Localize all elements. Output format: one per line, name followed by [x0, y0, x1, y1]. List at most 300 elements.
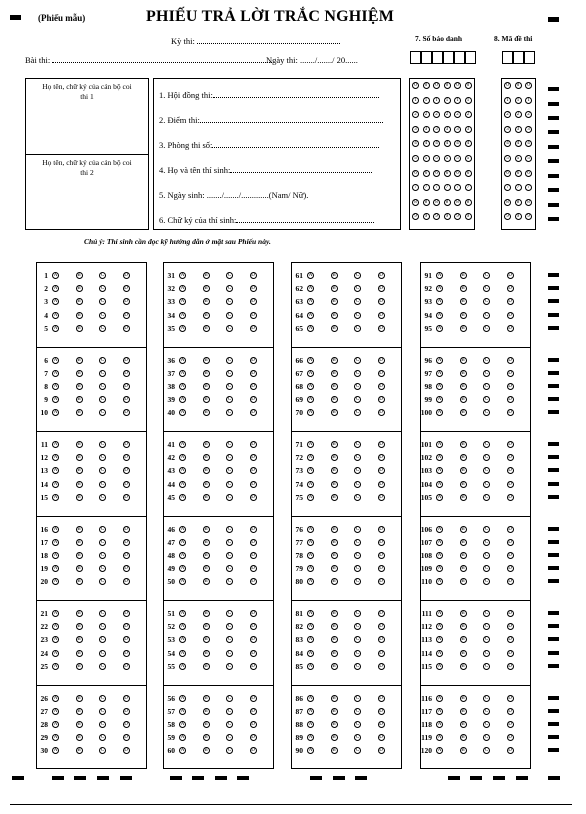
- exam-session-field[interactable]: [197, 36, 340, 44]
- answer-bubble[interactable]: B: [461, 383, 465, 389]
- answer-bubble[interactable]: D: [508, 397, 512, 403]
- answer-bubble[interactable]: D: [508, 299, 512, 305]
- answer-bubble[interactable]: C: [100, 383, 105, 389]
- answer-bubble[interactable]: C: [355, 481, 360, 487]
- digit-bubble[interactable]: 7: [412, 184, 419, 191]
- digit-bubble[interactable]: 1: [454, 97, 461, 104]
- answer-bubble[interactable]: B: [461, 650, 465, 656]
- digit-bubble[interactable]: 3: [444, 126, 451, 133]
- answer-bubble[interactable]: A: [53, 624, 58, 630]
- answer-bubble[interactable]: B: [204, 526, 208, 532]
- answer-bubble[interactable]: C: [484, 312, 489, 318]
- answer-bubble[interactable]: A: [437, 410, 442, 416]
- answer-bubble[interactable]: A: [53, 748, 58, 754]
- digit-bubble[interactable]: 4: [465, 140, 472, 147]
- answer-bubble[interactable]: A: [437, 695, 442, 701]
- answer-bubble[interactable]: A: [308, 312, 313, 318]
- answer-bubble[interactable]: D: [379, 539, 383, 545]
- answer-bubble[interactable]: A: [53, 637, 58, 643]
- answer-bubble[interactable]: B: [204, 748, 208, 754]
- digit-bubble[interactable]: 1: [444, 97, 451, 104]
- answer-bubble[interactable]: B: [461, 526, 465, 532]
- exam-date[interactable]: Ngày thi: ......./......./ 20......: [266, 55, 358, 65]
- answer-bubble[interactable]: A: [53, 735, 58, 741]
- answer-bubble[interactable]: A: [437, 526, 442, 532]
- answer-bubble[interactable]: A: [437, 624, 442, 630]
- answer-bubble[interactable]: A: [53, 708, 58, 714]
- answer-bubble[interactable]: C: [484, 370, 489, 376]
- answer-bubble[interactable]: C: [100, 566, 105, 572]
- answer-bubble[interactable]: A: [180, 494, 185, 500]
- answer-bubble[interactable]: B: [77, 455, 81, 461]
- answer-bubble[interactable]: D: [508, 410, 512, 416]
- digit-bubble[interactable]: 5: [465, 155, 472, 162]
- answer-bubble[interactable]: A: [180, 579, 185, 585]
- answer-bubble[interactable]: C: [355, 624, 360, 630]
- answer-bubble[interactable]: C: [227, 410, 232, 416]
- answer-bubble[interactable]: C: [227, 494, 232, 500]
- answer-bubble[interactable]: A: [53, 526, 58, 532]
- answer-bubble[interactable]: A: [308, 455, 313, 461]
- answer-bubble[interactable]: D: [508, 481, 512, 487]
- answer-bubble[interactable]: C: [100, 708, 105, 714]
- answer-bubble[interactable]: A: [53, 611, 58, 616]
- answer-bubble[interactable]: D: [508, 442, 512, 447]
- answer-bubble[interactable]: D: [379, 735, 383, 741]
- digit-bubble[interactable]: 5: [444, 155, 451, 162]
- answer-bubble[interactable]: C: [355, 611, 360, 616]
- answer-bubble[interactable]: A: [308, 552, 313, 558]
- answer-bubble[interactable]: D: [379, 370, 383, 376]
- info-field-input[interactable]: [230, 165, 372, 173]
- digit-bubble[interactable]: 3: [465, 126, 472, 133]
- answer-bubble[interactable]: D: [508, 383, 512, 389]
- answer-bubble[interactable]: B: [204, 357, 208, 363]
- answer-bubble[interactable]: C: [484, 468, 489, 474]
- digit-bubble[interactable]: 4: [504, 140, 511, 147]
- answer-bubble[interactable]: D: [379, 663, 383, 669]
- answer-bubble[interactable]: B: [332, 357, 336, 363]
- answer-bubble[interactable]: B: [204, 325, 208, 331]
- answer-bubble[interactable]: A: [180, 552, 185, 558]
- answer-bubble[interactable]: A: [180, 539, 185, 545]
- answer-bubble[interactable]: D: [379, 552, 383, 558]
- answer-bubble[interactable]: D: [251, 748, 255, 754]
- answer-bubble[interactable]: C: [484, 579, 489, 585]
- digit-bubble[interactable]: 6: [454, 170, 461, 177]
- answer-bubble[interactable]: B: [204, 370, 208, 376]
- answer-bubble[interactable]: D: [379, 286, 383, 292]
- answer-bubble[interactable]: A: [180, 481, 185, 487]
- answer-bubble[interactable]: A: [53, 370, 58, 376]
- answer-bubble[interactable]: A: [308, 383, 313, 389]
- answer-bubble[interactable]: B: [461, 566, 465, 572]
- answer-bubble[interactable]: D: [124, 312, 128, 318]
- answer-bubble[interactable]: A: [308, 299, 313, 305]
- answer-bubble[interactable]: C: [355, 325, 360, 331]
- answer-bubble[interactable]: B: [77, 299, 81, 305]
- digit-bubble[interactable]: 1: [525, 97, 532, 104]
- answer-bubble[interactable]: C: [355, 695, 360, 701]
- answer-bubble[interactable]: D: [379, 721, 383, 727]
- answer-bubble[interactable]: D: [251, 397, 255, 403]
- answer-bubble[interactable]: C: [227, 611, 232, 616]
- answer-bubble[interactable]: D: [124, 397, 128, 403]
- answer-bubble[interactable]: A: [53, 481, 58, 487]
- answer-bubble[interactable]: A: [437, 748, 442, 754]
- info-field-input[interactable]: [212, 140, 378, 148]
- answer-bubble[interactable]: D: [251, 539, 255, 545]
- answer-bubble[interactable]: C: [100, 539, 105, 545]
- answer-bubble[interactable]: D: [379, 442, 383, 447]
- answer-bubble[interactable]: A: [308, 357, 313, 363]
- answer-bubble[interactable]: B: [332, 481, 336, 487]
- answer-bubble[interactable]: D: [508, 494, 512, 500]
- digit-bubble[interactable]: 3: [525, 126, 532, 133]
- digit-bubble[interactable]: 7: [525, 184, 532, 191]
- answer-bubble[interactable]: A: [437, 455, 442, 461]
- answer-bubble[interactable]: C: [355, 397, 360, 403]
- answer-bubble[interactable]: D: [251, 579, 255, 585]
- answer-bubble[interactable]: D: [508, 708, 512, 714]
- answer-bubble[interactable]: D: [251, 312, 255, 318]
- answer-bubble[interactable]: B: [77, 312, 81, 318]
- answer-bubble[interactable]: D: [124, 468, 128, 474]
- answer-bubble[interactable]: B: [461, 325, 465, 331]
- answer-bubble[interactable]: B: [332, 552, 336, 558]
- answer-bubble[interactable]: B: [204, 286, 208, 292]
- answer-bubble[interactable]: B: [77, 721, 81, 727]
- answer-bubble[interactable]: A: [308, 611, 313, 616]
- answer-bubble[interactable]: C: [484, 539, 489, 545]
- answer-bubble[interactable]: D: [124, 370, 128, 376]
- answer-bubble[interactable]: A: [53, 410, 58, 416]
- digit-cell[interactable]: [432, 51, 443, 64]
- answer-bubble[interactable]: B: [204, 624, 208, 630]
- digit-bubble[interactable]: 0: [412, 82, 419, 89]
- answer-bubble[interactable]: C: [227, 650, 232, 656]
- answer-bubble[interactable]: D: [124, 539, 128, 545]
- digit-bubble[interactable]: 6: [423, 170, 430, 177]
- answer-bubble[interactable]: D: [251, 721, 255, 727]
- answer-bubble[interactable]: B: [77, 611, 81, 616]
- answer-bubble[interactable]: A: [308, 481, 313, 487]
- answer-bubble[interactable]: B: [332, 494, 336, 500]
- digit-cell[interactable]: [502, 51, 513, 64]
- answer-bubble[interactable]: C: [100, 299, 105, 305]
- answer-bubble[interactable]: D: [124, 481, 128, 487]
- digit-cell[interactable]: [454, 51, 465, 64]
- answer-bubble[interactable]: A: [308, 370, 313, 376]
- answer-bubble[interactable]: D: [124, 299, 128, 305]
- digit-bubble[interactable]: 5: [412, 155, 419, 162]
- answer-bubble[interactable]: B: [77, 397, 81, 403]
- answer-bubble[interactable]: C: [227, 370, 232, 376]
- answer-bubble[interactable]: D: [379, 383, 383, 389]
- answer-bubble[interactable]: D: [251, 273, 255, 278]
- answer-bubble[interactable]: D: [379, 468, 383, 474]
- answer-bubble[interactable]: D: [124, 624, 128, 630]
- answer-bubble[interactable]: B: [461, 468, 465, 474]
- answer-bubble[interactable]: A: [437, 735, 442, 741]
- answer-bubble[interactable]: B: [77, 273, 81, 278]
- answer-bubble[interactable]: C: [227, 325, 232, 331]
- answer-bubble[interactable]: C: [484, 325, 489, 331]
- answer-bubble[interactable]: D: [251, 468, 255, 474]
- answer-bubble[interactable]: A: [180, 735, 185, 741]
- answer-bubble[interactable]: B: [461, 579, 465, 585]
- answer-bubble[interactable]: C: [100, 286, 105, 292]
- answer-bubble[interactable]: D: [251, 624, 255, 630]
- answer-bubble[interactable]: D: [251, 357, 255, 363]
- answer-bubble[interactable]: C: [355, 637, 360, 643]
- answer-bubble[interactable]: D: [251, 735, 255, 741]
- answer-bubble[interactable]: B: [332, 637, 336, 643]
- answer-bubble[interactable]: B: [332, 708, 336, 714]
- digit-bubble[interactable]: 8: [465, 199, 472, 206]
- answer-bubble[interactable]: A: [180, 442, 185, 447]
- digit-bubble[interactable]: 8: [444, 199, 451, 206]
- answer-bubble[interactable]: D: [379, 566, 383, 572]
- answer-bubble[interactable]: A: [437, 312, 442, 318]
- answer-bubble[interactable]: D: [124, 552, 128, 558]
- answer-bubble[interactable]: D: [379, 325, 383, 331]
- answer-bubble[interactable]: D: [379, 637, 383, 643]
- answer-bubble[interactable]: C: [484, 273, 489, 278]
- answer-bubble[interactable]: A: [180, 663, 185, 669]
- answer-bubble[interactable]: A: [437, 442, 442, 447]
- answer-bubble[interactable]: A: [308, 566, 313, 572]
- answer-bubble[interactable]: D: [379, 708, 383, 714]
- answer-bubble[interactable]: C: [227, 637, 232, 643]
- answer-bubble[interactable]: B: [461, 748, 465, 754]
- answer-bubble[interactable]: A: [308, 695, 313, 701]
- subject-field[interactable]: [52, 55, 272, 63]
- answer-bubble[interactable]: B: [332, 312, 336, 318]
- answer-bubble[interactable]: C: [227, 539, 232, 545]
- answer-bubble[interactable]: A: [437, 397, 442, 403]
- answer-bubble[interactable]: D: [379, 526, 383, 532]
- digit-cell[interactable]: [524, 51, 535, 64]
- answer-bubble[interactable]: B: [204, 273, 208, 278]
- answer-bubble[interactable]: A: [437, 370, 442, 376]
- digit-bubble[interactable]: 6: [412, 170, 419, 177]
- answer-bubble[interactable]: C: [227, 455, 232, 461]
- digit-bubble[interactable]: 4: [423, 140, 430, 147]
- answer-bubble[interactable]: C: [484, 494, 489, 500]
- answer-bubble[interactable]: A: [180, 650, 185, 656]
- answer-bubble[interactable]: D: [124, 663, 128, 669]
- answer-bubble[interactable]: B: [461, 695, 465, 701]
- answer-bubble[interactable]: C: [100, 481, 105, 487]
- answer-bubble[interactable]: A: [53, 299, 58, 305]
- digit-bubble[interactable]: 7: [515, 184, 522, 191]
- answer-bubble[interactable]: C: [227, 695, 232, 701]
- answer-bubble[interactable]: B: [77, 325, 81, 331]
- answer-bubble[interactable]: C: [484, 566, 489, 572]
- answer-bubble[interactable]: D: [379, 748, 383, 754]
- answer-bubble[interactable]: C: [484, 481, 489, 487]
- answer-bubble[interactable]: D: [251, 695, 255, 701]
- answer-bubble[interactable]: A: [53, 312, 58, 318]
- answer-bubble[interactable]: A: [180, 695, 185, 701]
- digit-bubble[interactable]: 2: [454, 111, 461, 118]
- answer-bubble[interactable]: C: [355, 552, 360, 558]
- answer-bubble[interactable]: A: [180, 312, 185, 318]
- answer-bubble[interactable]: B: [204, 611, 208, 616]
- digit-bubble[interactable]: 6: [515, 170, 522, 177]
- digit-bubble[interactable]: 7: [444, 184, 451, 191]
- answer-bubble[interactable]: C: [484, 637, 489, 643]
- answer-bubble[interactable]: D: [124, 748, 128, 754]
- answer-bubble[interactable]: C: [484, 442, 489, 447]
- answer-bubble[interactable]: D: [508, 312, 512, 318]
- answer-bubble[interactable]: D: [379, 273, 383, 278]
- answer-bubble[interactable]: B: [461, 552, 465, 558]
- answer-bubble[interactable]: A: [180, 468, 185, 474]
- answer-bubble[interactable]: D: [124, 383, 128, 389]
- answer-bubble[interactable]: C: [355, 494, 360, 500]
- answer-bubble[interactable]: B: [77, 748, 81, 754]
- answer-bubble[interactable]: C: [484, 410, 489, 416]
- answer-bubble[interactable]: D: [124, 611, 128, 616]
- digit-bubble[interactable]: 1: [465, 97, 472, 104]
- answer-bubble[interactable]: C: [227, 383, 232, 389]
- answer-bubble[interactable]: C: [355, 312, 360, 318]
- digit-bubble[interactable]: 1: [433, 97, 440, 104]
- answer-bubble[interactable]: C: [100, 721, 105, 727]
- digit-bubble[interactable]: 1: [515, 97, 522, 104]
- answer-bubble[interactable]: D: [508, 748, 512, 754]
- answer-bubble[interactable]: B: [332, 410, 336, 416]
- answer-bubble[interactable]: B: [77, 370, 81, 376]
- answer-bubble[interactable]: A: [180, 637, 185, 643]
- answer-bubble[interactable]: B: [77, 539, 81, 545]
- digit-bubble[interactable]: 2: [444, 111, 451, 118]
- answer-bubble[interactable]: A: [437, 539, 442, 545]
- answer-bubble[interactable]: C: [100, 637, 105, 643]
- answer-bubble[interactable]: C: [355, 708, 360, 714]
- answer-bubble[interactable]: D: [379, 695, 383, 701]
- answer-bubble[interactable]: A: [308, 735, 313, 741]
- answer-bubble[interactable]: D: [124, 579, 128, 585]
- digit-bubble[interactable]: 0: [454, 82, 461, 89]
- answer-bubble[interactable]: C: [100, 663, 105, 669]
- answer-bubble[interactable]: A: [180, 299, 185, 305]
- answer-bubble[interactable]: B: [461, 494, 465, 500]
- answer-bubble[interactable]: D: [379, 481, 383, 487]
- digit-bubble[interactable]: 9: [444, 213, 451, 220]
- answer-bubble[interactable]: B: [204, 397, 208, 403]
- answer-bubble[interactable]: A: [437, 325, 442, 331]
- digit-bubble[interactable]: 5: [454, 155, 461, 162]
- digit-cell[interactable]: [513, 51, 524, 64]
- answer-bubble[interactable]: B: [461, 663, 465, 669]
- answer-bubble[interactable]: B: [332, 442, 336, 447]
- answer-bubble[interactable]: B: [204, 721, 208, 727]
- answer-bubble[interactable]: C: [355, 748, 360, 754]
- digit-bubble[interactable]: 9: [412, 213, 419, 220]
- answer-bubble[interactable]: D: [508, 539, 512, 545]
- answer-bubble[interactable]: A: [180, 708, 185, 714]
- answer-bubble[interactable]: D: [124, 455, 128, 461]
- digit-bubble[interactable]: 8: [504, 199, 511, 206]
- digit-bubble[interactable]: 5: [504, 155, 511, 162]
- answer-bubble[interactable]: D: [124, 442, 128, 447]
- answer-bubble[interactable]: C: [227, 481, 232, 487]
- digit-bubble[interactable]: 2: [515, 111, 522, 118]
- answer-bubble[interactable]: D: [508, 526, 512, 532]
- answer-bubble[interactable]: A: [308, 624, 313, 630]
- answer-bubble[interactable]: A: [437, 383, 442, 389]
- answer-bubble[interactable]: D: [508, 468, 512, 474]
- answer-bubble[interactable]: D: [379, 494, 383, 500]
- digit-bubble[interactable]: 4: [515, 140, 522, 147]
- answer-bubble[interactable]: A: [53, 325, 58, 331]
- digit-bubble[interactable]: 4: [444, 140, 451, 147]
- digit-bubble[interactable]: 4: [454, 140, 461, 147]
- answer-bubble[interactable]: A: [437, 721, 442, 727]
- digit-bubble[interactable]: 3: [504, 126, 511, 133]
- answer-bubble[interactable]: C: [484, 695, 489, 701]
- answer-bubble[interactable]: B: [77, 708, 81, 714]
- answer-bubble[interactable]: B: [204, 566, 208, 572]
- answer-bubble[interactable]: D: [251, 650, 255, 656]
- answer-bubble[interactable]: A: [437, 273, 442, 278]
- digit-bubble[interactable]: 2: [412, 111, 419, 118]
- digit-cell[interactable]: [410, 51, 421, 64]
- answer-bubble[interactable]: C: [484, 526, 489, 532]
- answer-bubble[interactable]: D: [379, 357, 383, 363]
- answer-bubble[interactable]: A: [437, 637, 442, 643]
- digit-bubble[interactable]: 0: [423, 82, 430, 89]
- answer-bubble[interactable]: D: [251, 637, 255, 643]
- answer-bubble[interactable]: B: [461, 708, 465, 714]
- answer-bubble[interactable]: A: [308, 286, 313, 292]
- answer-bubble[interactable]: D: [251, 442, 255, 447]
- answer-bubble[interactable]: D: [508, 663, 512, 669]
- answer-bubble[interactable]: B: [204, 481, 208, 487]
- digit-bubble[interactable]: 7: [423, 184, 430, 191]
- answer-bubble[interactable]: C: [227, 397, 232, 403]
- answer-bubble[interactable]: B: [77, 624, 81, 630]
- answer-bubble[interactable]: D: [508, 721, 512, 727]
- answer-bubble[interactable]: B: [332, 624, 336, 630]
- answer-bubble[interactable]: D: [379, 611, 383, 616]
- answer-bubble[interactable]: A: [53, 397, 58, 403]
- answer-bubble[interactable]: C: [484, 357, 489, 363]
- answer-bubble[interactable]: D: [379, 579, 383, 585]
- answer-bubble[interactable]: D: [379, 299, 383, 305]
- digit-bubble[interactable]: 9: [504, 213, 511, 220]
- digit-bubble[interactable]: 8: [454, 199, 461, 206]
- answer-bubble[interactable]: C: [355, 410, 360, 416]
- answer-bubble[interactable]: D: [124, 735, 128, 741]
- answer-bubble[interactable]: A: [437, 494, 442, 500]
- answer-bubble[interactable]: B: [77, 481, 81, 487]
- answer-bubble[interactable]: D: [251, 663, 255, 669]
- answer-bubble[interactable]: B: [461, 370, 465, 376]
- digit-bubble[interactable]: 7: [504, 184, 511, 191]
- answer-bubble[interactable]: C: [484, 455, 489, 461]
- answer-bubble[interactable]: D: [251, 611, 255, 616]
- digit-bubble[interactable]: 2: [504, 111, 511, 118]
- answer-bubble[interactable]: B: [204, 539, 208, 545]
- info-field-input[interactable]: [236, 215, 374, 223]
- answer-bubble[interactable]: D: [251, 410, 255, 416]
- answer-bubble[interactable]: D: [251, 383, 255, 389]
- answer-bubble[interactable]: A: [437, 708, 442, 714]
